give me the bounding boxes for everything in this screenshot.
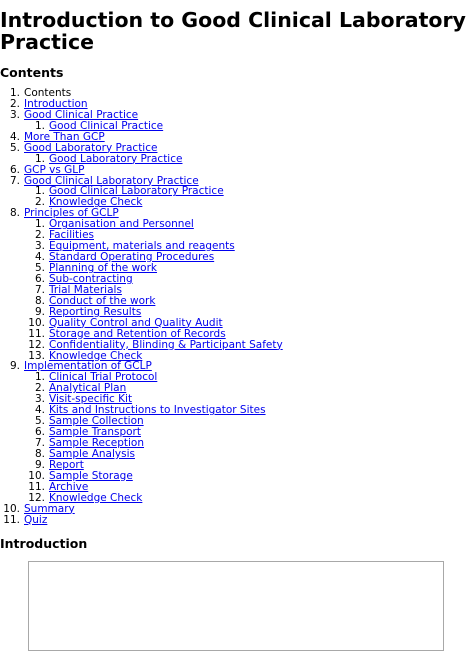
toc-item-number: 6. <box>34 272 45 285</box>
toc-item-number: 1. <box>34 185 45 198</box>
toc-item-number: 9. <box>34 305 45 318</box>
toc-item-number: 11. <box>3 513 20 526</box>
toc-item-number: 11. <box>28 480 45 493</box>
toc-item-number: 5. <box>34 262 45 274</box>
introduction-heading: Introduction <box>0 536 88 551</box>
toc-link[interactable]: Trial Materials <box>49 283 122 296</box>
toc-link[interactable]: Reporting Results <box>49 305 142 318</box>
toc-item-number: 1. <box>34 119 45 132</box>
toc-item-number: 2. <box>34 196 45 209</box>
toc-item-number: 3. <box>34 240 45 253</box>
toc-link[interactable]: Sample Analysis <box>49 447 135 460</box>
toc-link[interactable]: Report <box>49 458 84 471</box>
toc-link[interactable]: Facilities <box>49 229 94 242</box>
toc-item-number: 10. <box>28 469 45 482</box>
toc-item-number: 8. <box>34 294 45 307</box>
toc-link[interactable]: Implementation of GCLP <box>24 360 152 373</box>
toc-link[interactable]: Good Clinical Laboratory Practice <box>49 185 224 198</box>
toc-item-number: 3. <box>34 393 45 406</box>
toc-link[interactable]: Organisation and Personnel <box>49 218 194 231</box>
toc-link[interactable]: Good Clinical Practice <box>24 108 139 121</box>
toc-link[interactable]: Standard Operating Procedures <box>49 251 215 264</box>
toc-item-number: 8. <box>34 447 45 460</box>
toc-link[interactable]: Introduction <box>24 97 88 110</box>
toc-link[interactable]: Equipment, materials and reagents <box>49 240 235 253</box>
toc-link[interactable]: Good Clinical Laboratory Practice <box>24 174 199 187</box>
toc-link[interactable]: Knowledge Check <box>49 196 143 209</box>
toc-link[interactable]: Good Laboratory Practice <box>24 141 158 154</box>
toc-item-number: 6. <box>9 163 20 176</box>
toc-item-number: 7. <box>34 283 45 296</box>
toc-item-number: 2. <box>9 97 20 110</box>
toc-item-number: 4. <box>34 251 45 264</box>
toc-item-number: 6. <box>34 426 45 439</box>
toc-item-number: 5. <box>9 141 20 154</box>
toc-link[interactable]: Quality Control and Quality Audit <box>49 316 223 329</box>
toc-link[interactable]: Clinical Trial Protocol <box>49 371 158 384</box>
toc-item-number: 11. <box>28 327 45 340</box>
toc-item-number: 13. <box>28 349 45 362</box>
toc-link[interactable]: Good Laboratory Practice <box>49 152 183 165</box>
toc-link[interactable]: Storage and Retention of Records <box>49 327 226 340</box>
toc-item-number: 8. <box>9 207 20 220</box>
introduction-content-frame <box>28 561 444 651</box>
toc-item-number: 10. <box>28 316 45 329</box>
toc-link[interactable]: Knowledge Check <box>49 349 143 362</box>
contents-heading: Contents <box>0 65 64 80</box>
toc-link[interactable]: Principles of GCLP <box>24 207 119 220</box>
toc-link[interactable]: Quiz <box>24 513 48 526</box>
toc-link[interactable]: Confidentiality, Blinding & Participant Safety <box>49 338 283 351</box>
toc-item-number: 1. <box>34 152 45 165</box>
toc-item-number: 1. <box>9 87 20 99</box>
toc-link[interactable]: Good Clinical Practice <box>49 119 164 132</box>
toc-link[interactable]: Summary <box>24 502 75 515</box>
toc-link[interactable]: More Than GCP <box>24 130 105 143</box>
toc-label: Contents <box>24 87 72 99</box>
toc-link[interactable]: Sample Reception <box>49 437 145 449</box>
toc-item-number: 1. <box>34 218 45 231</box>
toc-link[interactable]: Planning of the work <box>49 262 158 274</box>
toc-item-number: 2. <box>34 229 45 242</box>
toc-item-number: 9. <box>34 458 45 471</box>
toc-item-number: 4. <box>9 130 20 143</box>
toc-item-number: 7. <box>9 174 20 187</box>
toc-link[interactable]: Sub-contracting <box>49 272 133 285</box>
toc-link[interactable]: Analytical Plan <box>49 382 127 395</box>
toc-item-number: 9. <box>9 360 20 373</box>
toc-item-number: 1. <box>34 371 45 384</box>
toc-link[interactable]: Visit-specific Kit <box>49 393 133 406</box>
toc-item-number: 4. <box>34 404 45 417</box>
toc-link[interactable]: GCP vs GLP <box>24 163 85 176</box>
toc-link[interactable]: Archive <box>49 480 89 493</box>
toc-item-number: 7. <box>34 437 45 449</box>
toc-link[interactable]: Conduct of the work <box>49 294 156 307</box>
toc-item-number: 5. <box>34 415 45 428</box>
toc-item-number: 12. <box>28 491 45 504</box>
toc-link[interactable]: Sample Collection <box>49 415 144 428</box>
toc-item-number: 12. <box>28 338 45 351</box>
toc-link[interactable]: Sample Storage <box>49 469 133 482</box>
toc-link[interactable]: Knowledge Check <box>49 491 143 504</box>
toc-item-number: 2. <box>34 382 45 395</box>
toc-link[interactable]: Kits and Instructions to Investigator Sites <box>49 404 266 417</box>
page-title: Introduction to Good Clinical Laboratory Practice <box>0 8 466 54</box>
toc-item-number: 10. <box>3 502 20 515</box>
toc-link[interactable]: Sample Transport <box>49 426 141 439</box>
toc-item-number: 3. <box>9 108 20 121</box>
